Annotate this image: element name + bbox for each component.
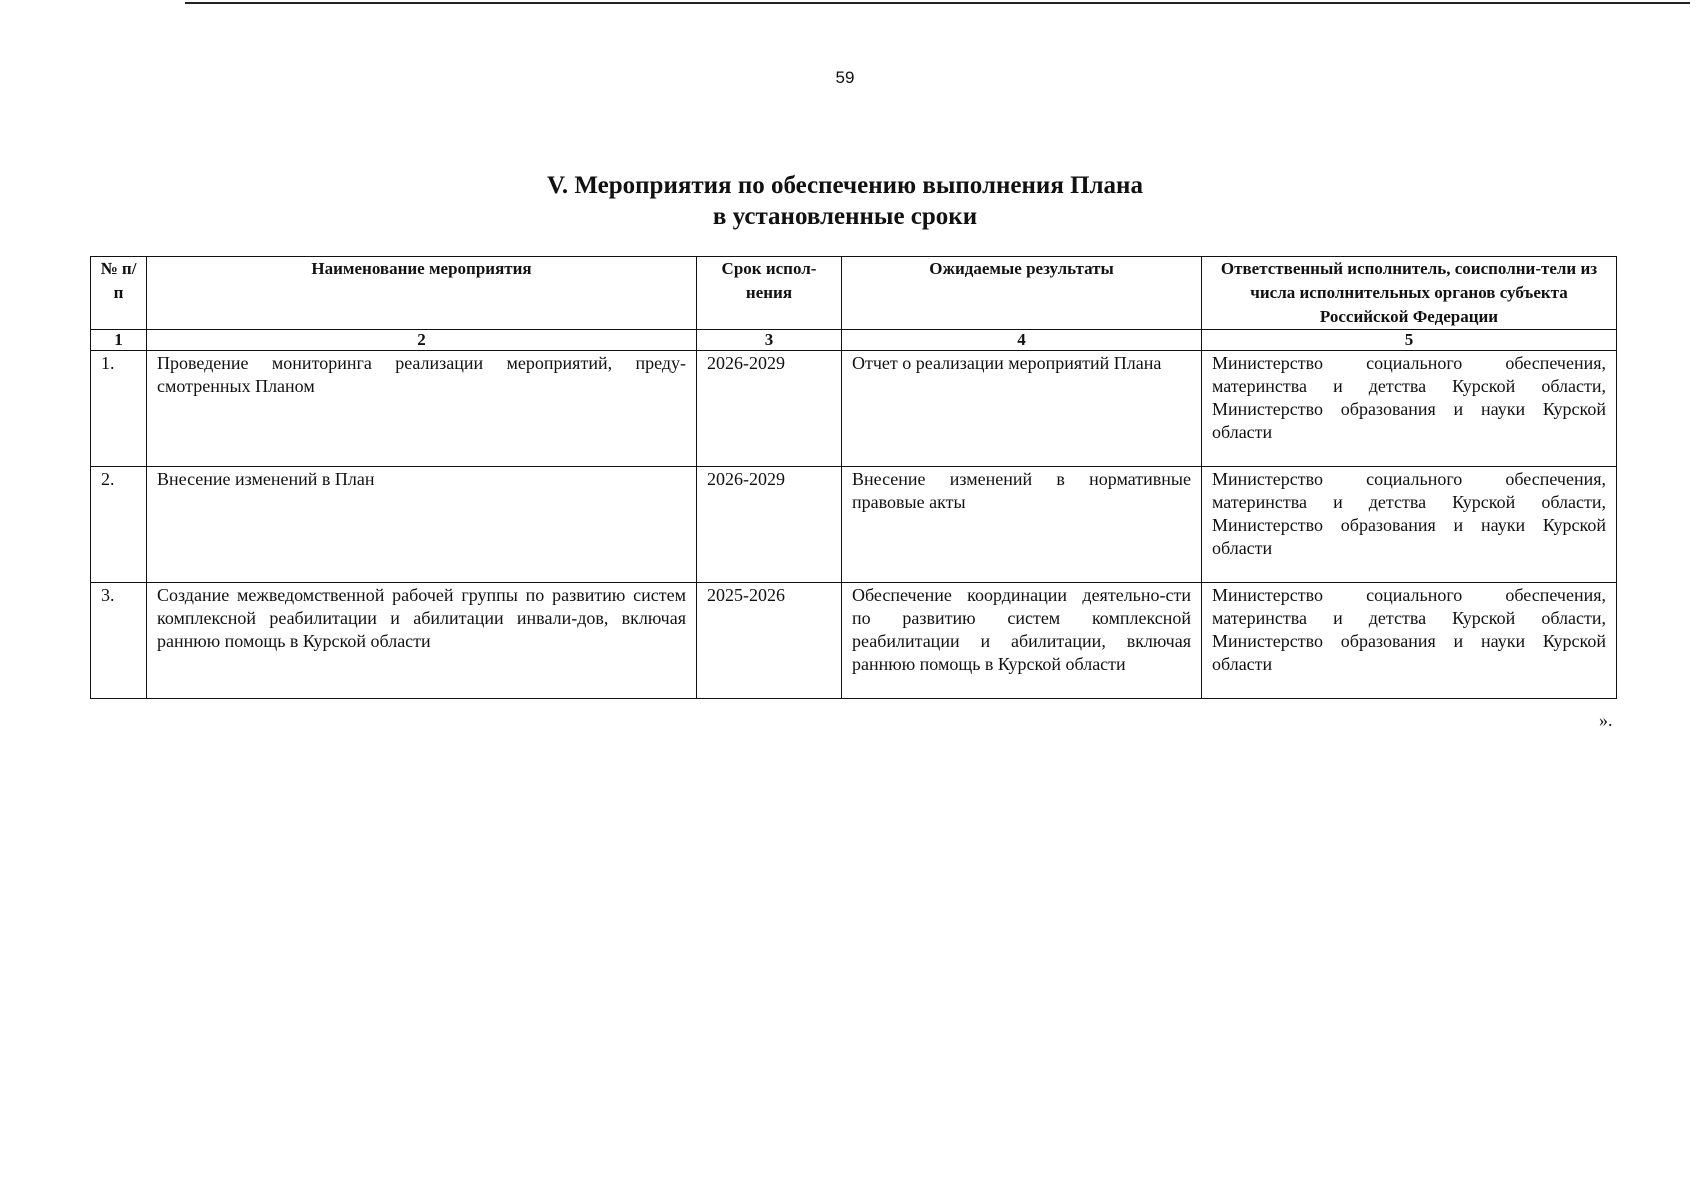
column-number: 4 [842,330,1202,351]
closing-quote-mark: ». [1599,710,1613,730]
table-row [91,583,1617,699]
row-number: 1. [91,351,147,467]
row-number: 3. [91,583,147,699]
term: 2025-2026 [697,583,842,699]
table-header-row [91,257,1617,330]
responsible-executor: Министерство социального обеспечения, материнства и детства Курской области, Министерство образования и науки Курской области [1202,467,1617,583]
measure-name: Проведение мониторинга реализации мероприятий, преду-смотренных Планом [147,351,697,467]
header-measure-name: Наименование мероприятия [147,257,697,330]
row-number: 2. [91,467,147,583]
measures-table [90,256,1617,699]
table-row [91,467,1617,583]
expected-result: Отчет о реализации мероприятий Плана [842,351,1202,467]
measure-name: Создание межведомственной рабочей группы по развитию систем комплексной реабилитации и абилитации инвали-дов, включая раннюю помощь в Курской области [147,583,697,699]
header-responsible-executor: Ответственный исполнитель, соисполни-тели из числа исполнительных органов субъекта Российской Федерации [1202,257,1617,330]
expected-result: Обеспечение координации деятельно-сти по развитию систем комплексной реабилитации и абилитации, включая раннюю помощь в Курской области [842,583,1202,699]
measure-name: Внесение изменений в План [147,467,697,583]
section-title [0,170,1690,232]
header-number: № п/п [91,257,147,330]
expected-result: Внесение изменений в нормативные правовые акты [842,467,1202,583]
column-number-row [91,330,1617,351]
section-title-line-1: V. Мероприятия по обеспечению выполнения Плана [547,172,1143,199]
section-title-line-2: в установленные сроки [712,203,978,230]
top-border-line [185,2,1690,4]
header-term: Срок испол-нения [697,257,842,330]
term: 2026-2029 [697,467,842,583]
column-number: 3 [697,330,842,351]
header-expected-results: Ожидаемые результаты [842,257,1202,330]
term: 2026-2029 [697,351,842,467]
page-number: 59 [835,68,855,87]
responsible-executor: Министерство социального обеспечения, материнства и детства Курской области, Министерство образования и науки Курской области [1202,351,1617,467]
column-number: 2 [147,330,697,351]
responsible-executor: Министерство социального обеспечения, материнства и детства Курской области, Министерство образования и науки Курской области [1202,583,1617,699]
table-row [91,351,1617,467]
column-number: 5 [1202,330,1617,351]
column-number: 1 [91,330,147,351]
